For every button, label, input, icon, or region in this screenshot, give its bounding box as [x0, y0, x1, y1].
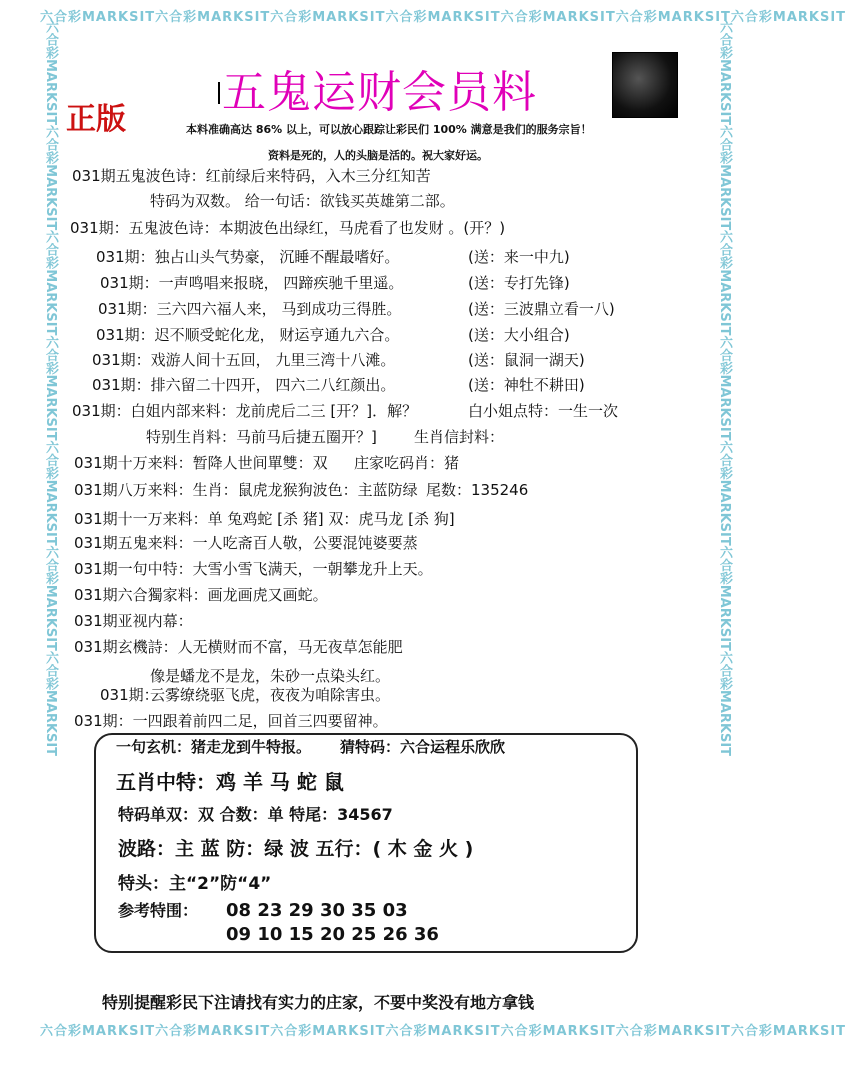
line-text: 特别生肖料：马前马后捷五圈开？] [146, 428, 377, 446]
content-line [100, 272, 570, 293]
box-line-five-zodiac: 五肖中特：鸡 羊 马 蛇 鼠 [116, 770, 344, 794]
content-line [150, 684, 390, 705]
content-line [74, 610, 193, 631]
line-text: 031期：戏游人间十五回， 九里三湾十八滩。 [92, 351, 396, 369]
content-line [96, 324, 570, 345]
line-text: 特码为双数。 给一句话：欲钱买英雄第二部。 [150, 192, 455, 210]
line-text: 云雾缭绕驱飞虎，夜夜为咱除害虫。 [150, 686, 391, 704]
line-text: 031期：一四跟着前四二足，回首三四要留神。 [74, 712, 388, 730]
watermark-left: 六合彩MARKSIT六合彩MARKSIT六合彩MARKSIT六合彩MARKSIT六合彩MARKSIT六合彩MARKSIT六合彩MARKSIT [43, 20, 58, 757]
content-line [92, 374, 585, 395]
line-text: 031期一句中特：大雪小雪飞满天，一朝攀龙升上天。 [74, 560, 433, 578]
line-note: (送：大小组合) [468, 326, 570, 344]
content-line [72, 165, 431, 186]
line-note: (送：鼠洞一湖天) [468, 351, 585, 369]
content-line [92, 349, 585, 370]
line-text: 031期：三六四六福人来， 马到成功三得胜。 [98, 300, 402, 318]
line-text: 031期：独占山头气势豪， 沉睡不醒最嗜好。 [96, 248, 400, 266]
content-line [74, 710, 388, 731]
box-line-guess: 猜特码：六合运程乐欣欣 [340, 738, 506, 756]
content-line [150, 665, 390, 686]
box-line-odd-even: 特码单双：双 合数：单 特尾：34567 [118, 805, 393, 824]
box-line-range-label: 参考特围： [118, 901, 199, 920]
content-line [74, 479, 529, 500]
line-text: 031期六合獨家料：画龙画虎又画蛇。 [74, 586, 328, 604]
content-line [74, 636, 403, 657]
box-line-range-row1: 08 23 29 30 35 03 [226, 900, 408, 921]
content-line [74, 452, 460, 473]
line-text: 031期：白姐内部来料：龙前虎后二三 [开？]．解？ [72, 402, 418, 420]
subtitle-luck: 资料是死的，人的头脑是活的。祝大家好运。 [268, 149, 488, 162]
content-line [146, 426, 505, 447]
line-note: 庄家吃码肖：猪 [354, 454, 460, 472]
authentic-badge: 正版 [66, 102, 126, 137]
stamp-image [612, 52, 678, 118]
line-text: 031期八万来料：生肖：鼠虎龙猴狗波色：主蓝防绿 [74, 481, 418, 499]
line-note: (送：三波鼎立看一八) [468, 300, 615, 318]
line-text: 031期十万来料：暂降人世间單雙：双 [74, 454, 328, 472]
subtitle-accuracy: 本料准确高达 86% 以上，可以放心跟踪让彩民们 100% 满意是我们的服务宗旨！ [186, 123, 592, 136]
content-line [72, 400, 619, 421]
footer-warning: 特别提醒彩民下注请找有实力的庄家，不要中奖没有地方拿钱 [102, 993, 535, 1012]
line-note: 白小姐点特：一生一次 [468, 402, 619, 420]
line-note: 尾数：135246 [426, 481, 529, 499]
content-line [96, 246, 570, 267]
line-text: 031期亚视内幕： [74, 612, 193, 630]
line-text: 031期： [100, 686, 159, 704]
box-line-hint: 一句玄机：猪走龙到牛特报。 [116, 738, 312, 756]
box-line-range-row2: 09 10 15 20 25 26 36 [226, 924, 439, 945]
watermark-bottom: 六合彩MARKSIT六合彩MARKSIT六合彩MARKSIT六合彩MARKSIT六合彩MARKSIT六合彩MARKSIT六合彩MARKSIT [40, 1024, 846, 1039]
watermark-right: 六合彩MARKSIT六合彩MARKSIT六合彩MARKSIT六合彩MARKSIT六合彩MARKSIT六合彩MARKSIT六合彩MARKSIT [717, 20, 732, 757]
content-line [74, 532, 418, 553]
content-line [150, 190, 455, 211]
line-text: 031期：迟不顺受蛇化龙， 财运亨通九六合。 [96, 326, 400, 344]
line-note: 生肖信封料： [414, 428, 505, 446]
line-text: 031期五鬼波色诗：红前绿后来特码，入木三分红知苦 [72, 167, 431, 185]
title-divider [218, 82, 220, 104]
line-text: 031期十一万来料：单 兔鸡蛇 [杀 猪] 双：虎马龙 [杀 狗] [74, 510, 455, 528]
box-line-head: 特头：主“2”防“4” [118, 874, 272, 894]
content-line [74, 584, 328, 605]
line-text: 031期：一声鸣唱来报晓， 四蹄疾驰千里遥。 [100, 274, 404, 292]
line-note: (送：神牡不耕田) [468, 376, 585, 394]
line-text: 031期五鬼来料：一人吃斋百人敬，公要混饨婆要蒸 [74, 534, 418, 552]
line-note: (送：来一中九) [468, 248, 570, 266]
content-line [70, 217, 505, 238]
line-text: 031期玄機詩：人无横财而不富，马无夜草怎能肥 [74, 638, 403, 656]
content-line [74, 558, 433, 579]
page-title: 五鬼运财会员料 [222, 67, 537, 118]
box-line-wave: 波路：主 蓝 防：绿 波 五行：( 木 金 火 ) [118, 838, 474, 860]
content-line [98, 298, 615, 319]
line-note: (送：专打先锋) [468, 274, 570, 292]
content-line [74, 508, 455, 529]
line-text: 031期：五鬼波色诗：本期波色出绿红，马虎看了也发财 。(开？) [70, 219, 506, 237]
line-text: 031期：排六留二十四开， 四六二八红颜出。 [92, 376, 396, 394]
line-text: 像是蟠龙不是龙，朱砂一点染头红。 [150, 667, 391, 685]
watermark-top: 六合彩MARKSIT六合彩MARKSIT六合彩MARKSIT六合彩MARKSIT六合彩MARKSIT六合彩MARKSIT六合彩MARKSIT [40, 10, 846, 25]
